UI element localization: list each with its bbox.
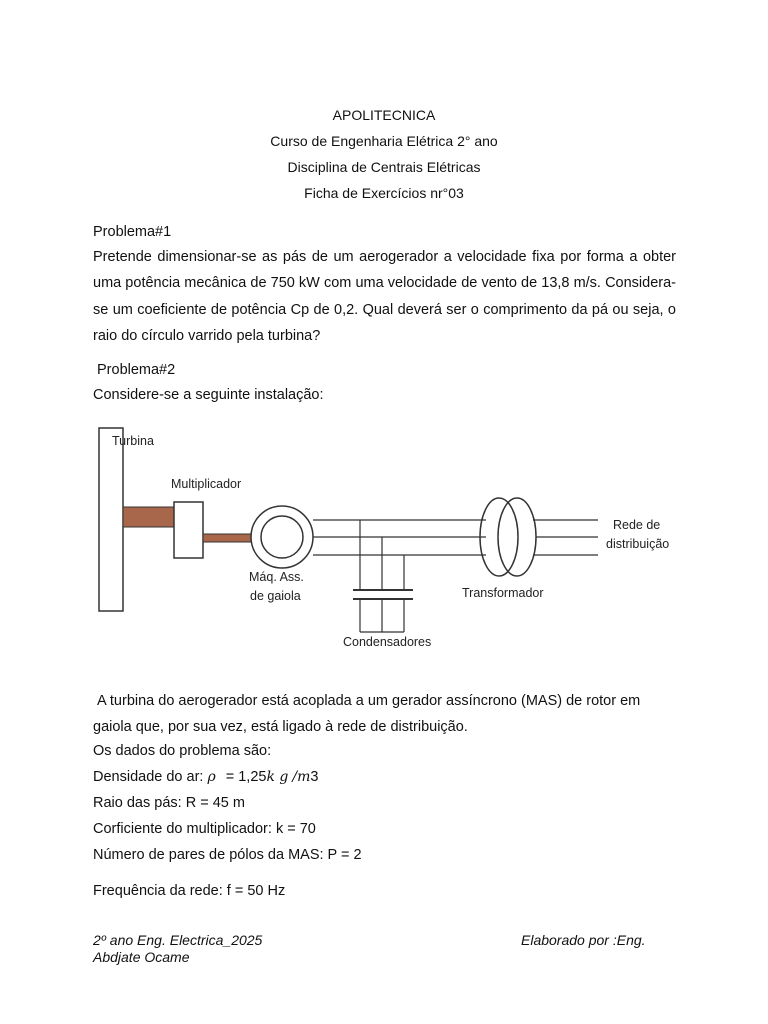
frequency-block xyxy=(93,878,676,904)
document-header xyxy=(0,102,768,206)
machine-inner-circle xyxy=(261,516,303,558)
installation-diagram xyxy=(93,420,683,660)
grid-label-line1: Rede de xyxy=(613,518,661,532)
problem-2-data xyxy=(93,738,676,868)
problem-2-description-block xyxy=(93,688,676,741)
multiplier-label: Multiplicador xyxy=(171,477,242,491)
problem-2-intro: Considere-se a seguinte instalação: xyxy=(93,387,324,403)
density-unit-kg: k g xyxy=(266,769,289,785)
transformer-label: Transformador xyxy=(462,586,544,600)
document-footer xyxy=(93,932,693,966)
footer-author: Abdjate Ocame xyxy=(93,949,190,965)
pole-pairs-line: Número de pares de pólos da MAS: P = 2 xyxy=(93,847,362,863)
turbine-label: Turbina xyxy=(112,434,154,448)
density-value: = 1,25 xyxy=(225,769,267,785)
data-heading: Os dados do problema são: xyxy=(93,743,272,759)
capacitors-label: Condensadores xyxy=(343,635,432,649)
transformer-coil-right xyxy=(498,498,536,576)
grid-label-line2: distribuição xyxy=(606,537,670,551)
footer-left: 2º ano Eng. Electrica_2025 xyxy=(93,932,263,948)
density-unit-m: /m xyxy=(292,769,311,785)
density-label: Densidade do ar: xyxy=(93,769,204,785)
grid-frequency-line: Frequência da rede: f = 50 Hz xyxy=(93,883,286,899)
main-shaft xyxy=(123,507,174,527)
secondary-shaft xyxy=(203,534,253,542)
problem-2-title: Problema#2 xyxy=(97,362,176,378)
problem-2-description: A turbina do aerogerador está acoplada a um gerador assíncrono (MAS) de rotor em gaiola que, por sua vez, está ligado à rede de distribuição. xyxy=(93,693,641,736)
footer-right: Elaborado por :Eng. xyxy=(521,932,646,948)
air-density-line xyxy=(93,764,676,790)
density-symbol: ρ xyxy=(207,769,216,785)
multiplier-box xyxy=(174,502,203,558)
problem-2-intro-block xyxy=(93,385,676,405)
turbine-tower xyxy=(99,428,123,611)
blade-radius-line: Raio das pás: R = 45 m xyxy=(93,795,245,811)
course-name: Curso de Engenharia Elétrica 2° ano xyxy=(270,133,498,149)
problem-1-text: Pretende dimensionar-se as pás de um aerogerador a velocidade fixa por forma a obter uma potência mecânica de 750 kW com uma velocidade de vento de 13,8 m/s. Considera-se um coeficiente de potência Cp de 0,2. Qual deverá ser o comprimento da pá ou seja, o raio do círculo varrido pela turbina? xyxy=(93,249,676,344)
problem-1-body xyxy=(93,244,676,349)
machine-label-line2: de gaiola xyxy=(250,589,301,603)
problem-1 xyxy=(93,222,676,242)
exercise-sheet-title: Ficha de Exercícios nr°03 xyxy=(304,185,464,201)
institution-name: APOLITECNICA xyxy=(332,107,436,123)
density-unit-exponent: 3 xyxy=(310,769,319,785)
discipline-name: Disciplina de Centrais Elétricas xyxy=(287,159,481,175)
problem-2-heading xyxy=(97,360,680,380)
multiplier-coefficient-line: Corficiente do multiplicador: k = 70 xyxy=(93,821,316,837)
machine-label-line1: Máq. Ass. xyxy=(249,570,304,584)
problem-1-title: Problema#1 xyxy=(93,224,172,240)
